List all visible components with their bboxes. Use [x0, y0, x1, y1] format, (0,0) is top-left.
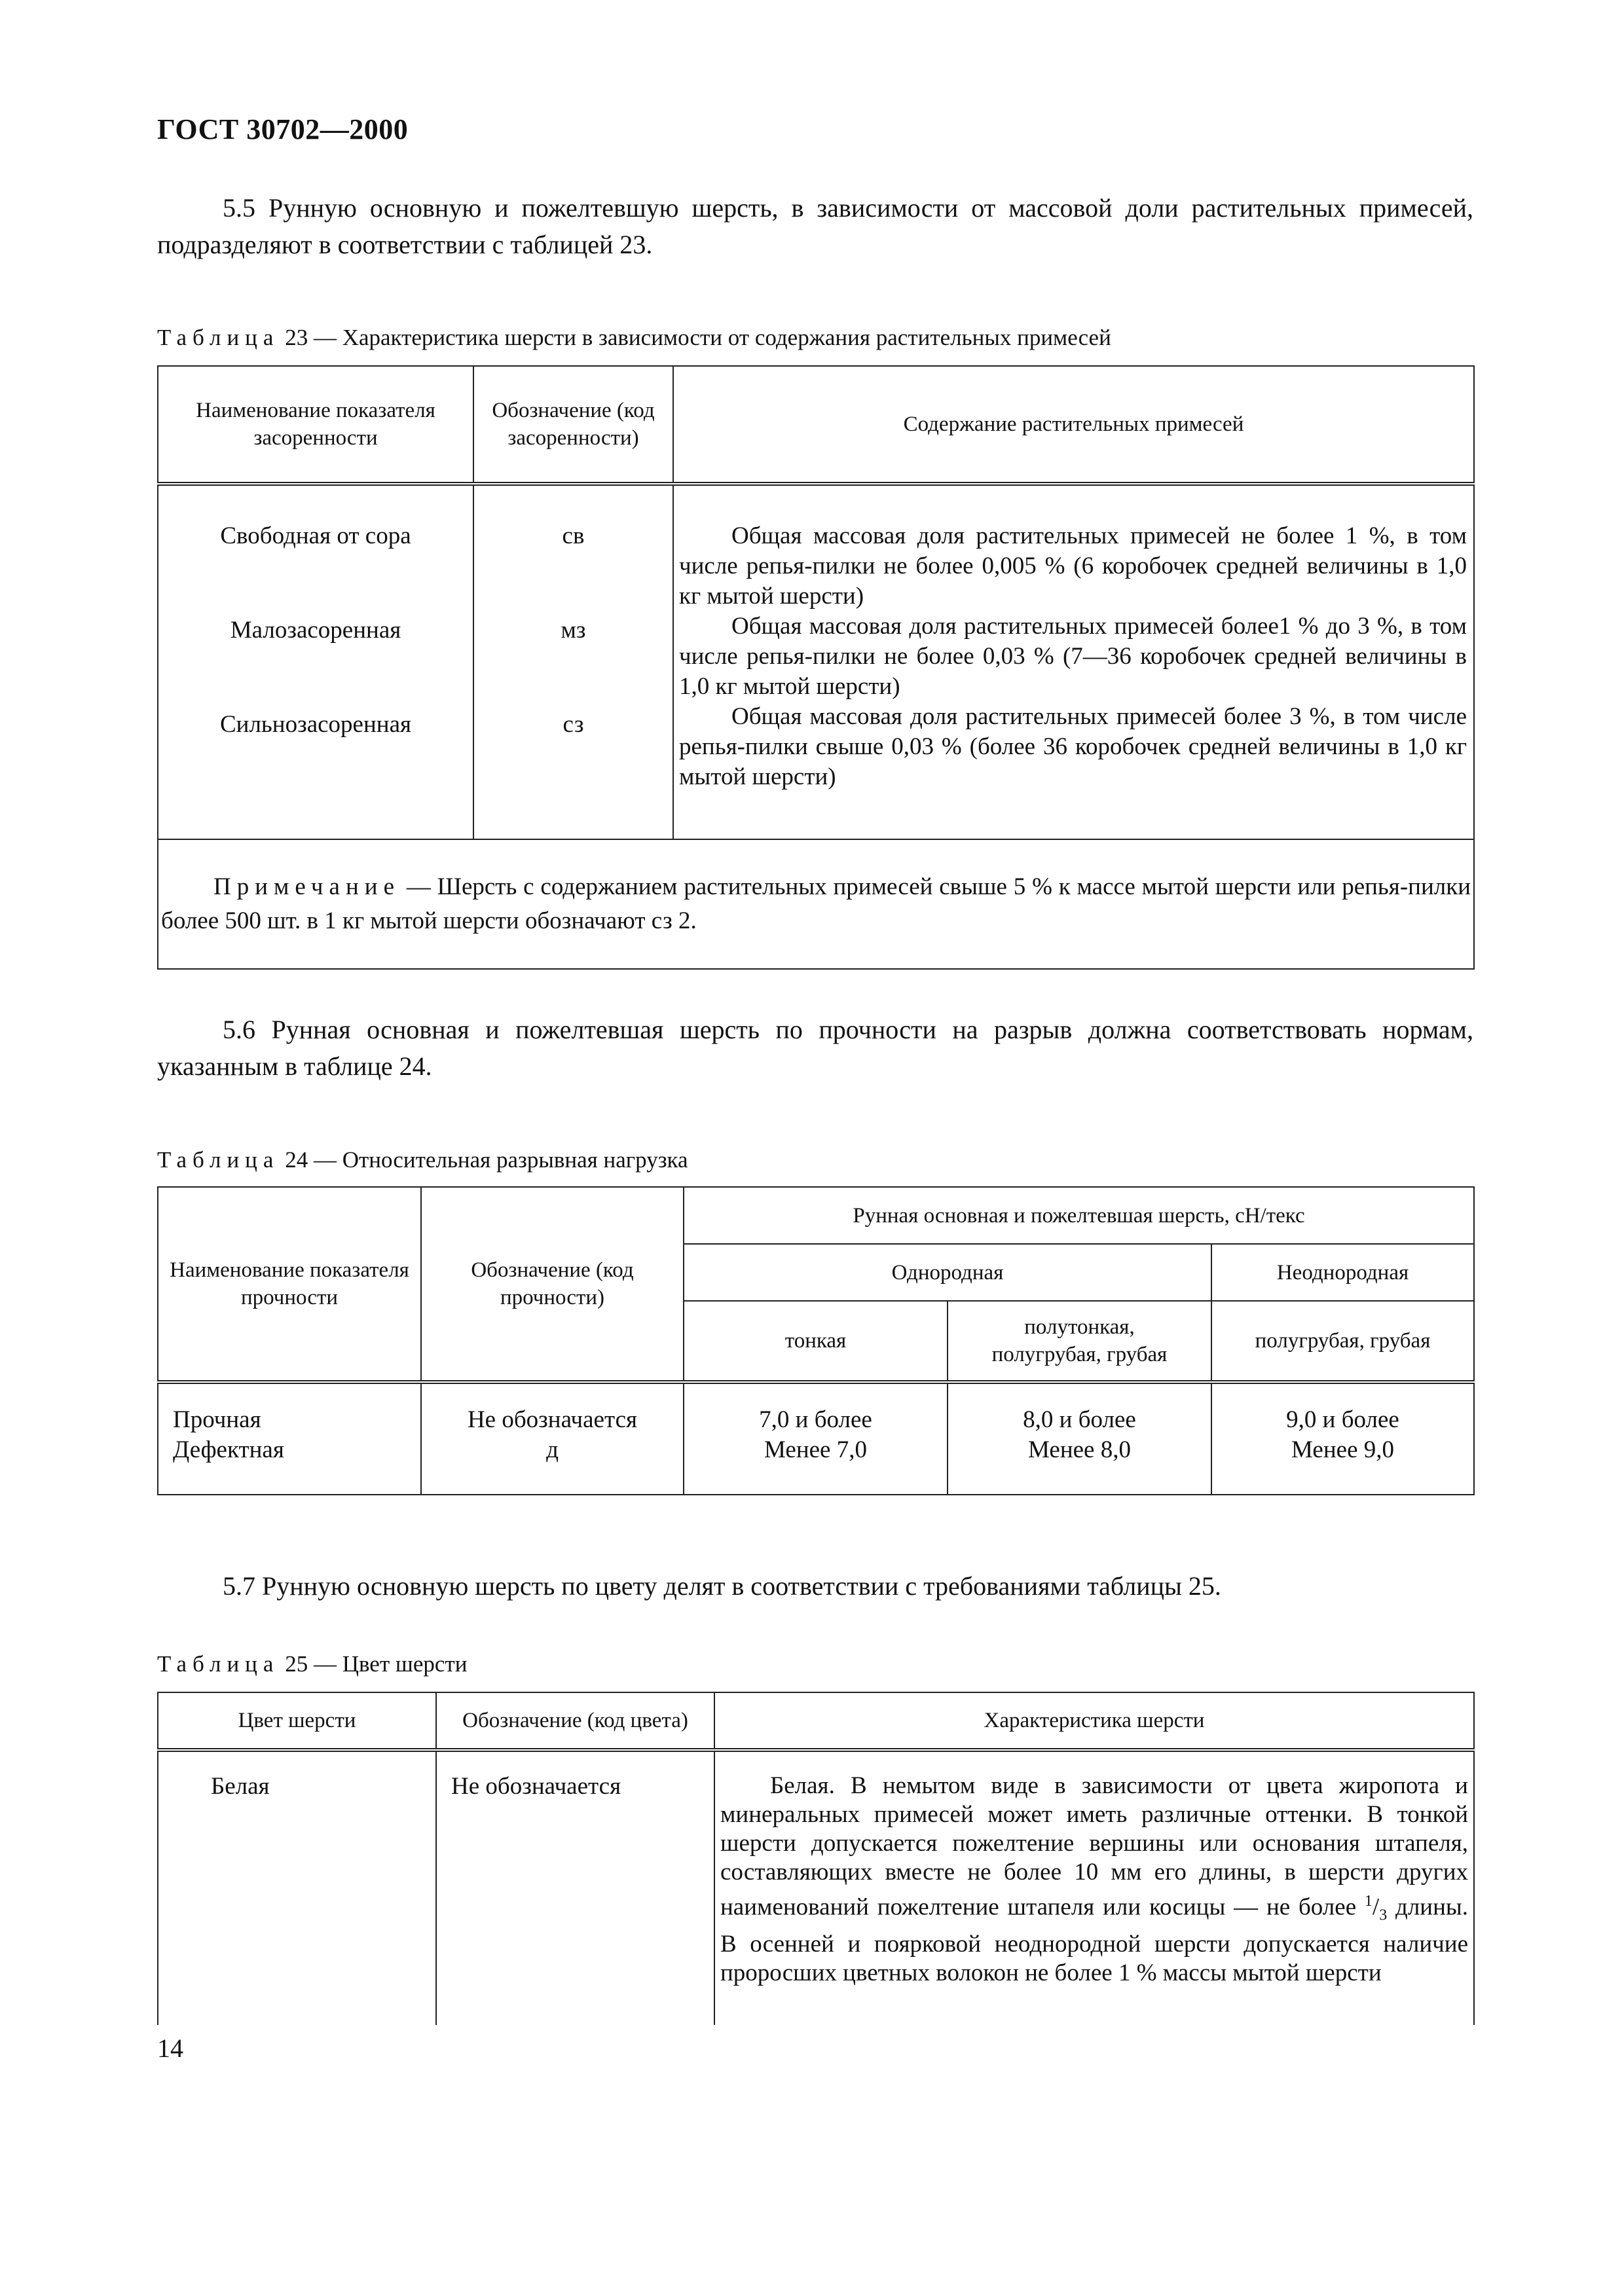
table25-desc-part1: Белая. В немытом виде в зависимости от цвета жиропота и минеральных примесей может иметь различные оттенки. В тонкой шерсти допускается пожелтение вершины или основания штапеля, составляющих вместе не более 10 мм его длины, в шерсти других наименований пожелтение штапеля или косицы — не более — [720, 1772, 1468, 1921]
page-number: 14 — [157, 2033, 183, 2063]
table-row-name: Прочная — [173, 1406, 261, 1433]
table-row-code: сз — [562, 711, 584, 738]
table24-header-code: Обозначение (код прочности) — [421, 1187, 684, 1382]
table25-code-cell: Не обозначается — [436, 1750, 714, 2025]
table-25 — [157, 1692, 1475, 2025]
table23-caption-title: 23 — Характеристика шерсти в зависимости от содержания растительных примесей — [279, 325, 1111, 350]
table24-header-name: Наименование показателя прочности — [158, 1187, 421, 1382]
table24-header-heterogeneous: Неоднородная — [1211, 1244, 1474, 1301]
fraction-denominator: 3 — [1379, 1906, 1388, 1924]
table24-semi-column — [948, 1382, 1211, 1495]
table-row-name: Сильнозасоренная — [219, 711, 412, 738]
table24-coarse-column — [1211, 1382, 1474, 1495]
table-row-code: д — [546, 1436, 559, 1463]
table24-header-homogeneous: Однородная — [684, 1244, 1211, 1301]
table25-caption — [157, 1651, 467, 1677]
paragraph-5-5: 5.5 Рунную основную и пожелтевшую шерсть, в зависимости от массовой доли растительных примесей, подразделяют в соответствии с таблицей 23. — [157, 193, 1473, 259]
table25-desc-part2: длины. В осенней и поярковой неоднородной шерсти допускается наличие проросших цветных волокон не более 1 % массы мытой шерсти — [720, 1893, 1469, 1986]
table23-code-column — [473, 484, 673, 839]
table23-header-name: Наименование показателя засоренности — [158, 366, 473, 484]
table-row-value: 9,0 и более — [1286, 1406, 1399, 1433]
table23-header-code: Обозначение (код засоренности) — [473, 366, 673, 484]
table-row-code: Не обозначается — [467, 1406, 638, 1433]
fraction-numerator: 1 — [1364, 1893, 1373, 1910]
table-row-value: Менее 8,0 — [1028, 1436, 1131, 1463]
note-text: — Шерсть с содержанием растительных примесей свыше 5 % к массе мытой шерсти или репья-пилки более 500 шт. в 1 кг мытой шерсти обозначают сз 2. — [161, 873, 1471, 934]
table24-caption-title: 24 — Относительная разрывная нагрузка — [279, 1147, 688, 1173]
table-row-value: 7,0 и более — [759, 1406, 872, 1433]
table25-caption-label: Таблица — [157, 1651, 280, 1677]
table-row-value: Менее 9,0 — [1291, 1436, 1394, 1463]
table-row-name: Дефектная — [173, 1436, 284, 1463]
table-row-desc: Общая массовая доля растительных примесей не более 1 %, в том числе репья-пилки не более 0,005 % (6 коробочек средней величины в 1,0 кг мытой шерсти) — [679, 522, 1467, 610]
table23-note — [158, 839, 1474, 969]
table24-fine-column — [684, 1382, 948, 1495]
table24-header-group: Рунная основная и пожелтевшая шерсть, сН/текс — [684, 1187, 1474, 1244]
table25-header-desc: Характеристика шерсти — [714, 1692, 1474, 1750]
table23-caption-label: Таблица — [157, 325, 280, 350]
table25-caption-title: 25 — Цвет шерсти — [279, 1651, 468, 1677]
table23-header-desc: Содержание растительных примесей — [673, 366, 1474, 484]
table-row-desc: Общая массовая доля растительных примесей более 3 %, в том числе репья-пилки свыше 0,03 % (более 36 коробочек средней величины в 1,0 кг мытой шерсти) — [679, 703, 1467, 790]
table-row-code: мз — [561, 617, 586, 644]
paragraph-5-7: 5.7 Рунную основную шерсть по цвету делят в соответствии с требованиями таблицы 25. — [223, 1571, 1221, 1601]
table25-desc-cell: Белая. В немытом виде в зависимости от цвета жиропота и минеральных примесей может иметь различные оттенки. В тонкой шерсти допускается пожелтение вершины или основания штапеля, составляющих вместе не более 10 мм его длины, в шерсти других наименований пожелтение штапеля или косицы — не более $^1/_3$ длины. В осенней и поярковой неоднородной шерсти допускается наличие проросших цветных волокон не более 1 % массы мытой шерсти — [714, 1750, 1474, 2025]
table24-header-coarse: полугрубая, грубая — [1211, 1301, 1474, 1382]
table-row-name: Малозасоренная — [230, 617, 401, 644]
paragraph-5-6: 5.6 Рунная основная и пожелтевшая шерсть по прочности на разрыв должна соответствовать нормам, указанным в таблице 24. — [157, 1015, 1473, 1081]
table-row-value: 8,0 и более — [1023, 1406, 1136, 1433]
table24-caption-label: Таблица — [157, 1147, 280, 1173]
table-23 — [157, 365, 1475, 970]
table23-desc-column — [673, 484, 1474, 839]
document-id-header: ГОСТ 30702—2000 — [157, 113, 409, 145]
table24-header-semi: полутонкая, полугрубая, грубая — [948, 1301, 1211, 1382]
note-label: Примечание — [213, 873, 400, 900]
table-row-desc: Общая массовая доля растительных примесей более1 % до 3 %, в том числе репья-пилки не более 0,03 % (7—36 коробочек средней величины в 1,0 кг мытой шерсти) — [679, 613, 1467, 700]
table-row-code: св — [562, 522, 585, 549]
table23-caption — [157, 325, 1111, 351]
table-24 — [157, 1186, 1475, 1495]
table24-name-column — [158, 1382, 421, 1495]
table24-code-column — [421, 1382, 684, 1495]
table-row-value: Менее 7,0 — [764, 1436, 867, 1463]
table24-caption — [157, 1147, 688, 1173]
table25-header-code: Обозначение (код цвета) — [436, 1692, 714, 1750]
table25-header-color: Цвет шерсти — [158, 1692, 436, 1750]
table23-name-column — [158, 484, 473, 839]
table-row-name: Свободная от сора — [220, 522, 411, 549]
table25-color-cell: Белая — [158, 1750, 436, 2025]
table24-header-fine: тонкая — [684, 1301, 948, 1382]
